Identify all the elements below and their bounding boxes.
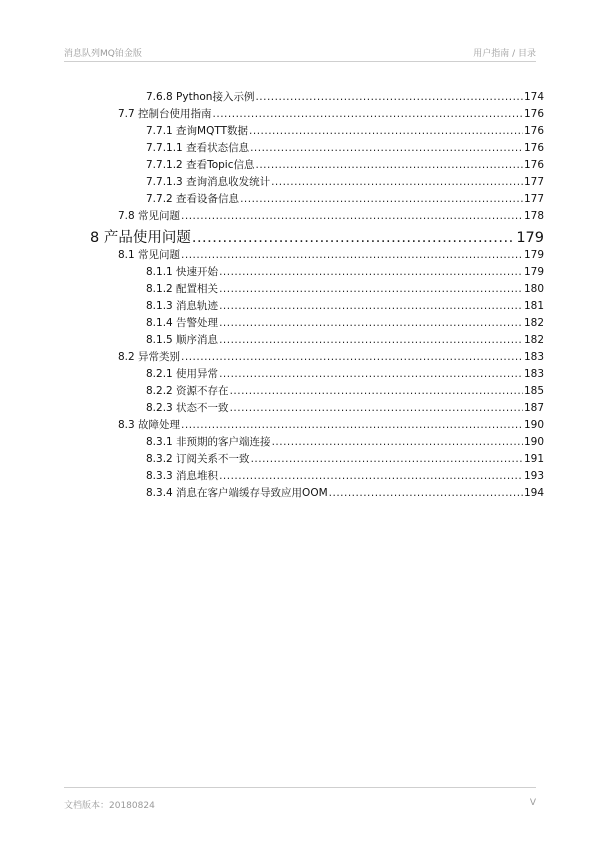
toc-leader-dots xyxy=(213,108,523,121)
toc-leader-dots xyxy=(181,249,523,262)
toc-leader-dots xyxy=(240,193,523,206)
toc-leader-dots xyxy=(181,351,523,364)
toc-entry-page: 176 xyxy=(523,108,544,120)
toc-entry-page: 193 xyxy=(523,470,544,482)
toc-entry-page: 179 xyxy=(523,266,544,278)
toc-entry-label: 8.1.4 告警处理 xyxy=(146,317,219,329)
toc-entry-label: 8.3.3 消息堆积 xyxy=(146,470,219,482)
toc-entry[interactable] xyxy=(118,351,544,364)
toc-entry-label: 8.2.1 使用异常 xyxy=(146,368,219,380)
footer-rule xyxy=(64,787,536,788)
toc-entry-label: 8.3.4 消息在客户端缓存导致应用OOM xyxy=(146,487,328,499)
toc-entry[interactable] xyxy=(118,210,544,223)
toc-entry[interactable] xyxy=(146,453,544,466)
toc-leader-dots xyxy=(250,142,523,155)
header-section: 用户指南 / 目录 xyxy=(473,49,536,59)
toc-entry-label: 8.1.5 顺序消息 xyxy=(146,334,219,346)
toc-leader-dots xyxy=(181,210,523,223)
toc-leader-dots xyxy=(255,91,523,104)
toc-entry[interactable] xyxy=(146,402,544,415)
toc-entry-label: 7.6.8 Python接入示例 xyxy=(146,91,255,103)
toc-entry[interactable] xyxy=(146,266,544,279)
toc-entry-page: 176 xyxy=(523,159,544,171)
toc-entry-label: 7.7.1.2 查看Topic信息 xyxy=(146,159,255,171)
toc-leader-dots xyxy=(249,125,523,138)
toc-entry-label: 8.1.1 快速开始 xyxy=(146,266,219,278)
toc-entry-page: 176 xyxy=(523,125,544,137)
toc-entry[interactable] xyxy=(146,159,544,172)
toc-entry-label: 8.2 异常类别 xyxy=(118,351,181,363)
toc-entry[interactable] xyxy=(146,91,544,104)
toc-entry-page: 190 xyxy=(523,436,544,448)
toc-entry-page: 178 xyxy=(523,210,544,222)
toc-leader-dots xyxy=(219,334,523,347)
toc-entry[interactable] xyxy=(118,108,544,121)
toc-leader-dots xyxy=(255,159,522,172)
toc-entry-page: 190 xyxy=(523,419,544,431)
toc-entry-page: 176 xyxy=(523,142,544,154)
toc-leader-dots xyxy=(219,283,523,296)
toc-entry[interactable] xyxy=(146,334,544,347)
toc-entry-label: 7.8 常见问题 xyxy=(118,210,181,222)
toc-entry[interactable] xyxy=(146,142,544,155)
toc-entry-label: 7.7.1.1 查看状态信息 xyxy=(146,142,250,154)
toc-leader-dots xyxy=(219,300,523,313)
toc-entry[interactable] xyxy=(146,283,544,296)
toc-entry-page: 194 xyxy=(523,487,544,499)
toc-entry-page: 181 xyxy=(523,300,544,312)
toc-entry[interactable] xyxy=(146,470,544,483)
toc-entry[interactable] xyxy=(146,436,544,449)
toc-entry-label: 7.7.2 查看设备信息 xyxy=(146,193,240,205)
toc-entry[interactable] xyxy=(146,368,544,381)
toc-entry[interactable] xyxy=(146,300,544,313)
toc-entry-page: 185 xyxy=(523,385,544,397)
toc-leader-dots xyxy=(230,385,523,398)
toc-entry-page: 177 xyxy=(523,176,544,188)
toc-leader-dots xyxy=(219,470,523,483)
toc-chapter-entry[interactable] xyxy=(90,229,544,247)
toc-entry-label: 7.7.1 查询MQTT数据 xyxy=(146,125,249,137)
toc-entry[interactable] xyxy=(146,317,544,330)
toc-entry-page: 187 xyxy=(523,402,544,414)
toc-entry[interactable] xyxy=(118,249,544,262)
toc-entry-label: 8.1.3 消息轨迹 xyxy=(146,300,219,312)
toc-entry-label: 7.7 控制台使用指南 xyxy=(118,108,212,120)
toc-leader-dots xyxy=(181,419,523,432)
toc-entry-page: 182 xyxy=(523,334,544,346)
toc-leader-dots xyxy=(192,229,515,247)
toc-entry-label: 8 产品使用问题 xyxy=(90,230,191,246)
toc-entry-label: 8.1 常见问题 xyxy=(118,249,181,261)
toc-entry-page: 174 xyxy=(523,91,544,103)
toc-leader-dots xyxy=(219,368,523,381)
toc-leader-dots xyxy=(219,266,523,279)
toc-entry-label: 8.2.3 状态不一致 xyxy=(146,402,229,414)
toc-leader-dots xyxy=(251,453,523,466)
footer-doc-version: 文档版本：20180824 xyxy=(64,801,155,811)
toc-entry-page: 180 xyxy=(523,283,544,295)
toc-entry-page: 182 xyxy=(523,317,544,329)
toc-leader-dots xyxy=(272,436,523,449)
header-rule xyxy=(64,61,536,62)
toc-leader-dots xyxy=(271,176,523,189)
toc-leader-dots xyxy=(219,317,523,330)
toc-entry-label: 8.2.2 资源不存在 xyxy=(146,385,229,397)
toc-entry[interactable] xyxy=(146,176,544,189)
toc-entry-page: 183 xyxy=(523,368,544,380)
toc-entry-label: 8.3 故障处理 xyxy=(118,419,181,431)
toc-entry-label: 8.1.2 配置相关 xyxy=(146,283,219,295)
toc-entry[interactable] xyxy=(146,193,544,206)
toc-entry[interactable] xyxy=(146,385,544,398)
toc-entry[interactable] xyxy=(146,125,544,138)
toc-entry-page: 183 xyxy=(523,351,544,363)
toc-entry-page: 179 xyxy=(516,230,544,246)
toc-entry-label: 8.3.2 订阅关系不一致 xyxy=(146,453,250,465)
toc-leader-dots xyxy=(329,487,523,500)
toc-entry[interactable] xyxy=(118,419,544,432)
toc-entry-label: 7.7.1.3 查询消息收发统计 xyxy=(146,176,271,188)
toc-entry[interactable] xyxy=(146,487,544,500)
toc-entry-page: 177 xyxy=(523,193,544,205)
toc-entry-page: 179 xyxy=(523,249,544,261)
toc-entry-label: 8.3.1 非预期的客户端连接 xyxy=(146,436,271,448)
footer-page-number: V xyxy=(529,798,536,808)
header-doc-title: 消息队列MQ铂金版 xyxy=(64,49,142,59)
toc-entry-page: 191 xyxy=(523,453,544,465)
toc-leader-dots xyxy=(230,402,523,415)
